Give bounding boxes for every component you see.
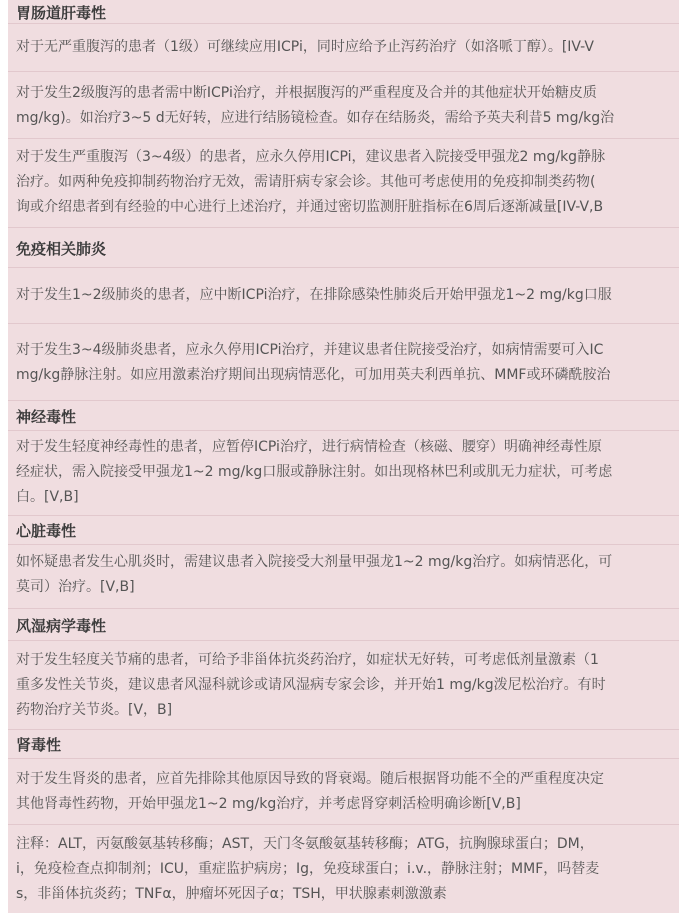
table-row: [8, 24, 679, 72]
footnote: [8, 825, 679, 913]
paragraph-line: 对于发生1~2级肺炎的患者，应中断ICPi治疗，在排除感染性肺炎后开始甲强龙1~2 mg/kg口服: [16, 287, 612, 303]
paragraph-line: 对于无严重腹泻的患者（1级）可继续应用ICPi，同时应给予止泻药治疗（如洛哌丁醇）。[IV-V: [16, 39, 594, 55]
footnote-line: i，免疫检查点抑制剂；ICU，重症监护病房；Ig，免疫球蛋白；i.v.，静脉注射；MMF，吗替麦: [16, 861, 600, 877]
paragraph-line: 治疗。如两种免疫抑制药物治疗无效，需请肝病专家会诊。其他可考虑使用的免疫抑制类药物(: [16, 174, 596, 190]
table-row: [8, 545, 679, 609]
table-row: [8, 72, 679, 139]
paragraph-line: 对于发生肾炎的患者，应首先排除其他原因导致的肾衰竭。随后根据肾功能不全的严重程度决定: [16, 771, 604, 787]
paragraph-line: 重多发性关节炎，建议患者风湿科就诊或请风湿病专家会诊，并开始1 mg/kg泼尼松治疗。有时: [16, 677, 606, 693]
paragraph-line: 莫司）治疗。[V,B]: [16, 579, 135, 595]
section-heading-renal: [8, 730, 679, 759]
heading-text: 心脏毒性: [16, 522, 77, 540]
heading-text: 风湿病学毒性: [16, 617, 107, 635]
paragraph-line: 如怀疑患者发生心肌炎时，需建议患者入院接受大剂量甲强龙1~2 mg/kg治疗。如病情恶化，可: [16, 554, 613, 570]
table-row: [8, 431, 679, 516]
section-heading-neuro: [8, 401, 679, 431]
paragraph-line: 询或介绍患者到有经验的中心进行上述治疗，并通过密切监测肝脏指标在6周后逐渐减量[IV-V,B: [16, 199, 604, 215]
paragraph-line: 对于发生严重腹泻（3~4级）的患者，应永久停用ICPi，建议患者入院接受甲强龙2 mg/kg静脉: [16, 149, 606, 165]
table-row: [8, 139, 679, 228]
paragraph-line: 白。[V,B]: [16, 489, 79, 505]
table-row: [8, 641, 679, 730]
section-heading-gi: [8, 0, 679, 24]
heading-text: 肾毒性: [16, 736, 62, 754]
table-row: [8, 268, 679, 324]
section-heading-lung: [8, 228, 679, 268]
footnote-line: s，非甾体抗炎药；TNFα，肿瘤坏死因子α；TSH，甲状腺素刺激激素: [16, 886, 447, 902]
paragraph-line: 经症状，需入院接受甲强龙1~2 mg/kg口服或静脉注射。如出现格林巴利或肌无力症状，可考虑: [16, 464, 613, 480]
heading-text: 免疫相关肺炎: [16, 240, 107, 258]
paragraph-line: 药物治疗关节炎。[V，B]: [16, 702, 173, 718]
guideline-table: [8, 0, 679, 913]
heading-text: 胃肠道肝毒性: [16, 4, 107, 22]
paragraph-line: mg/kg静脉注射。如应用激素治疗期间出现病情恶化，可加用英夫利西单抗、MMF或环磷酰胺治: [16, 367, 611, 383]
paragraph-line: 对于发生3~4级肺炎患者，应永久停用ICPi治疗，并建议患者住院接受治疗，如病情需要可入IC: [16, 342, 604, 358]
paragraph-line: 对于发生轻度关节痛的患者，可给予非甾体抗炎药治疗，如症状无好转，可考虑低剂量激素（1: [16, 652, 599, 668]
footnote-line: 注释：ALT，丙氨酸氨基转移酶；AST，天门冬氨酸氨基转移酶；ATG，抗胸腺球蛋白；DM，: [16, 836, 594, 852]
paragraph-line: 其他肾毒性药物，开始甲强龙1~2 mg/kg治疗，并考虑肾穿刺活检明确诊断[V,B]: [16, 796, 521, 812]
paragraph-line: 对于发生轻度神经毒性的患者，应暂停ICPi治疗，进行病情检查（核磁、腰穿）明确神经毒性原: [16, 439, 602, 455]
paragraph-line: mg/kg)。如治疗3~5 d无好转，应进行结肠镜检查。如存在结肠炎，需给予英夫利昔5 mg/kg治: [16, 110, 615, 126]
table-row: [8, 759, 679, 825]
section-heading-heart: [8, 516, 679, 545]
paragraph-line: 对于发生2级腹泻的患者需中断ICPi治疗，并根据腹泻的严重程度及合并的其他症状开始糖皮质: [16, 85, 597, 101]
heading-text: 神经毒性: [16, 408, 77, 426]
section-heading-rheum: [8, 609, 679, 641]
table-row: [8, 324, 679, 401]
